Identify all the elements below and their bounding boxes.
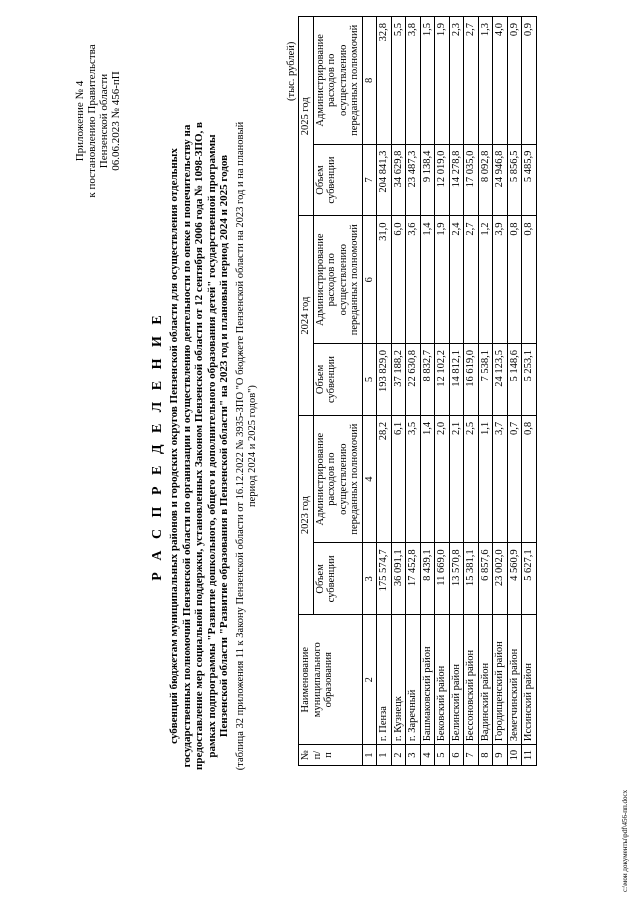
cell-name: Земетчинский район: [507, 615, 522, 745]
table-row: [464, 17, 479, 766]
header-admin: Администрирование расходов по осуществлению переданных полномочий: [313, 17, 362, 145]
cell-volume-2025: 17 035,0: [464, 144, 479, 216]
cell-volume-2023: 36 091,1: [391, 543, 406, 615]
header-num: № п/п: [299, 745, 363, 766]
header-volume: Объем субвенции: [313, 543, 362, 615]
cell-volume-2025: 9 138,4: [420, 144, 435, 216]
cell-volume-2024: 12 102,2: [435, 344, 450, 416]
cell-name: Башмаковский район: [420, 615, 435, 745]
cell-admin-2023: 3,7: [493, 415, 508, 543]
cell-volume-2023: 8 439,1: [420, 543, 435, 615]
cell-volume-2023: 5 627,1: [522, 543, 537, 615]
distribution-table: [298, 16, 537, 766]
column-index: 4: [362, 415, 377, 543]
cell-num: 8: [478, 745, 493, 766]
cell-admin-2024: 0,8: [522, 216, 537, 344]
table-row: [435, 17, 450, 766]
cell-admin-2023: 1,4: [420, 415, 435, 543]
document-heading: [150, 106, 259, 786]
cell-admin-2024: 2,4: [449, 216, 464, 344]
table-row: [522, 17, 537, 766]
table-row: [493, 17, 508, 766]
cell-name: Бековский район: [435, 615, 450, 745]
header-admin: Администрирование расходов по осуществлению переданных полномочий: [313, 415, 362, 543]
cell-volume-2024: 193 829,0: [377, 344, 392, 416]
cell-num: 9: [493, 745, 508, 766]
table-row: [406, 17, 421, 766]
cell-name: Городищенский район: [493, 615, 508, 745]
cell-volume-2024: 7 538,1: [478, 344, 493, 416]
cell-admin-2024: 1,9: [435, 216, 450, 344]
cell-admin-2023: 1,1: [478, 415, 493, 543]
cell-name: г. Пенза: [377, 615, 392, 745]
cell-admin-2024: 3,9: [493, 216, 508, 344]
cell-volume-2024: 22 630,8: [406, 344, 421, 416]
cell-admin-2024: 3,6: [406, 216, 421, 344]
header-name: Наименование муниципального образования: [299, 615, 363, 745]
cell-volume-2023: 13 570,8: [449, 543, 464, 615]
document-subtitle: субвенций бюджетам муниципальных районов и городских округов Пензенской области для осуществления отдельных государственных полномочий Пензенской области по организации и осуществлению деятельности по опеке и попечительству на предоставление мер социальной поддержки, установленных Законом Пензенской области от 12 сентября 2006 года № 1098-ЗПО, в рамках подпрограммы "Развитие дошкольного, общего и дополнительного образования детей" государственной программы Пензенской области "Развитие образования в Пензенской области" на 2023 год и плановый период 2024 и 2025 годов: [168, 122, 231, 770]
cell-admin-2024: 0,8: [507, 216, 522, 344]
table-row: [377, 17, 392, 766]
column-index: 1: [362, 745, 377, 766]
cell-volume-2023: 6 857,6: [478, 543, 493, 615]
cell-admin-2025: 2,7: [464, 17, 479, 145]
column-index: 2: [362, 615, 377, 745]
cell-volume-2025: 204 841,3: [377, 144, 392, 216]
cell-volume-2024: 37 188,2: [391, 344, 406, 416]
cell-admin-2025: 32,8: [377, 17, 392, 145]
table-row: [507, 17, 522, 766]
table-row: [391, 17, 406, 766]
column-index-row: [362, 17, 377, 766]
cell-admin-2023: 6,1: [391, 415, 406, 543]
annex-line: к постановлению Правительства: [86, 44, 98, 198]
cell-volume-2024: 24 123,5: [493, 344, 508, 416]
header-year: 2025 год: [299, 17, 314, 216]
cell-admin-2025: 5,5: [391, 17, 406, 145]
cell-num: 1: [377, 745, 392, 766]
header-volume: Объем субвенции: [313, 144, 362, 216]
table-row: [449, 17, 464, 766]
cell-volume-2023: 15 381,1: [464, 543, 479, 615]
column-index: 7: [362, 144, 377, 216]
cell-name: г. Заречный: [406, 615, 421, 745]
cell-admin-2023: 28,2: [377, 415, 392, 543]
cell-admin-2024: 1,2: [478, 216, 493, 344]
cell-admin-2025: 1,9: [435, 17, 450, 145]
cell-name: Белинский район: [449, 615, 464, 745]
cell-admin-2025: 3,8: [406, 17, 421, 145]
cell-admin-2025: 1,3: [478, 17, 493, 145]
cell-volume-2023: 175 574,7: [377, 543, 392, 615]
annex-block: [74, 26, 122, 216]
cell-volume-2023: 11 669,0: [435, 543, 450, 615]
cell-name: Вадинский район: [478, 615, 493, 745]
column-index: 3: [362, 543, 377, 615]
cell-admin-2023: 0,8: [522, 415, 537, 543]
cell-num: 7: [464, 745, 479, 766]
cell-num: 6: [449, 745, 464, 766]
cell-volume-2025: 5 485,9: [522, 144, 537, 216]
cell-volume-2023: 4 560,9: [507, 543, 522, 615]
column-index: 8: [362, 17, 377, 145]
cell-volume-2025: 5 856,5: [507, 144, 522, 216]
cell-name: Иссинский район: [522, 615, 537, 745]
document-title: Р А С П Р Е Д Е Л Е Н И Е: [150, 311, 165, 581]
cell-admin-2023: 0,7: [507, 415, 522, 543]
cell-volume-2025: 8 092,8: [478, 144, 493, 216]
cell-name: Бессоновский район: [464, 615, 479, 745]
annex-line: Пензенской области: [98, 73, 110, 169]
cell-admin-2023: 2,0: [435, 415, 450, 543]
cell-admin-2025: 4,0: [493, 17, 508, 145]
cell-admin-2024: 2,7: [464, 216, 479, 344]
cell-admin-2024: 1,4: [420, 216, 435, 344]
cell-volume-2023: 23 002,0: [493, 543, 508, 615]
cell-volume-2024: 14 812,1: [449, 344, 464, 416]
annex-title: Приложение № 4: [74, 80, 86, 162]
cell-volume-2025: 12 019,0: [435, 144, 450, 216]
header-year: 2023 год: [299, 415, 314, 614]
cell-volume-2025: 24 946,8: [493, 144, 508, 216]
cell-volume-2025: 14 278,8: [449, 144, 464, 216]
cell-num: 5: [435, 745, 450, 766]
cell-volume-2024: 16 619,0: [464, 344, 479, 416]
cell-admin-2025: 1,5: [420, 17, 435, 145]
cell-num: 3: [406, 745, 421, 766]
header-volume: Объем субвенции: [313, 344, 362, 416]
cell-admin-2023: 2,1: [449, 415, 464, 543]
cell-admin-2025: 2,3: [449, 17, 464, 145]
cell-num: 10: [507, 745, 522, 766]
cell-admin-2025: 0,9: [522, 17, 537, 145]
cell-admin-2024: 31,0: [377, 216, 392, 344]
cell-volume-2024: 5 253,1: [522, 344, 537, 416]
cell-volume-2025: 23 487,3: [406, 144, 421, 216]
header-admin: Администрирование расходов по осуществлению переданных полномочий: [313, 216, 362, 344]
annex-date: 06.06.2023 № 456-пП: [110, 71, 122, 171]
column-index: 6: [362, 216, 377, 344]
cell-volume-2023: 17 452,8: [406, 543, 421, 615]
column-index: 5: [362, 344, 377, 416]
document-source: (таблица 32 приложения 11 к Закону Пензенской области от 16.12.2022 № 3935-ЗПО "О бюджете Пензенской области на 2023 год и на плановый период 2024 и 2025 годов"): [234, 121, 258, 771]
cell-volume-2024: 8 832,7: [420, 344, 435, 416]
header-year: 2024 год: [299, 216, 314, 415]
cell-volume-2024: 5 148,6: [507, 344, 522, 416]
table-row: [478, 17, 493, 766]
cell-admin-2024: 6,0: [391, 216, 406, 344]
unit-label: (тыс. рублей): [286, 41, 297, 101]
cell-admin-2023: 3,5: [406, 415, 421, 543]
cell-name: г. Кузнецк: [391, 615, 406, 745]
cell-admin-2025: 0,9: [507, 17, 522, 145]
cell-volume-2025: 34 629,8: [391, 144, 406, 216]
cell-num: 11: [522, 745, 537, 766]
table-body: [377, 17, 537, 766]
cell-num: 2: [391, 745, 406, 766]
table-row: [420, 17, 435, 766]
cell-admin-2023: 2,5: [464, 415, 479, 543]
cell-num: 4: [420, 745, 435, 766]
table-header: [299, 17, 377, 766]
file-path-footer: c:\мои документы\pdf\456-пп.docx: [621, 789, 629, 892]
